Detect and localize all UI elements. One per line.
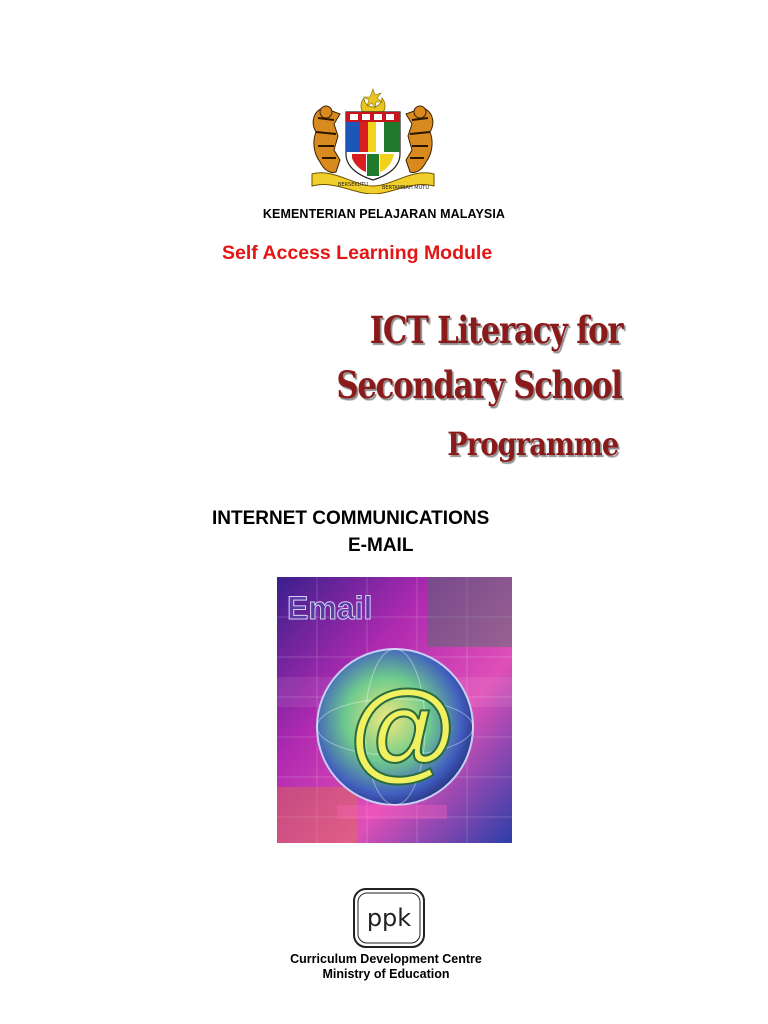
footer-organization — [0, 952, 768, 982]
ppk-logo-text: ppk — [366, 904, 412, 932]
footer-line-2: Ministry of Education — [322, 967, 450, 981]
email-at-sign-icon — [277, 577, 512, 843]
title-line-3: Programme — [446, 425, 618, 463]
email-art-label: Email — [287, 590, 373, 626]
footer-line-1: Curriculum Development Centre — [290, 952, 482, 966]
crest-scroll-left: BERSEKUTU — [338, 182, 368, 188]
ministry-name — [0, 207, 768, 221]
title-line-2: Secondary School — [336, 363, 622, 407]
crest-scroll-right: BERTAMBAH MUTU — [382, 185, 429, 191]
ministry-text: KEMENTERIAN PELAJARAN MALAYSIA — [262, 207, 506, 221]
subtitle-line-1: INTERNET COMMUNICATIONS — [212, 508, 490, 529]
ppk-logo-icon — [352, 887, 426, 949]
svg-text:@: @ — [349, 668, 457, 791]
malaysia-coat-of-arms-icon — [304, 88, 442, 194]
title-line-1: ICT Literacy for — [369, 308, 622, 352]
subtitle-line-2: E-MAIL — [348, 535, 414, 556]
module-title: Self Access Learning Module — [222, 242, 493, 264]
